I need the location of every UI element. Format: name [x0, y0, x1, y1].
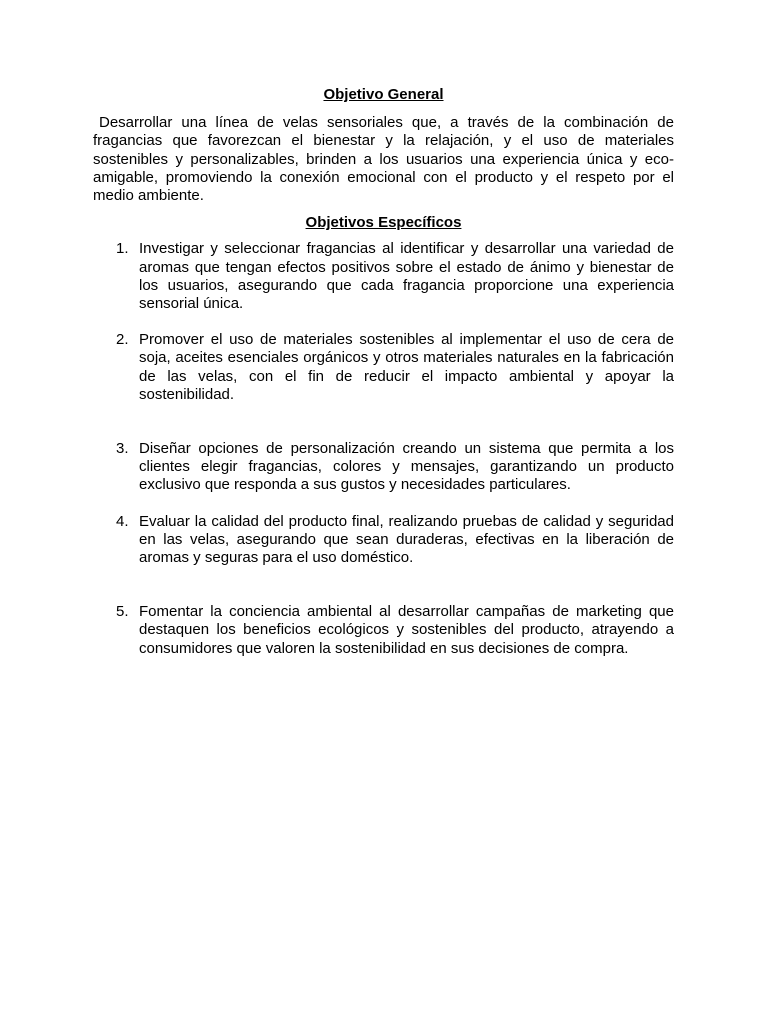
- specific-objectives-title: Objetivos Específicos: [305, 214, 462, 232]
- objective-item-2: [93, 331, 674, 404]
- general-objective-title: Objetivo General: [323, 86, 444, 103]
- objective-number-4: 4.: [116, 512, 129, 530]
- specific-objectives-list: [93, 240, 674, 657]
- objective-text-2: Promover el uso de materiales sostenibles al implementar el uso de cera de soja, aceites esenciales orgánicos y otros materiales naturales en la fabricación de las velas, con el fin de reducir el impacto ambiental y apoyar la sostenibilidad.: [139, 331, 674, 403]
- objective-text-3: Diseñar opciones de personalización creando un sistema que permita a los clientes elegir fragancias, colores y mensajes, garantizando un producto exclusivo que responda a sus gustos y necesidades particulares.: [139, 440, 674, 494]
- objective-text-4: Evaluar la calidad del producto final, realizando pruebas de calidad y seguridad en las velas, asegurando que sean duraderas, efectivas en la liberación de aromas y seguras para el uso doméstico.: [139, 512, 674, 567]
- objective-number-3: 3.: [116, 440, 129, 458]
- document-page: [93, 86, 674, 658]
- objective-number-2: 2.: [116, 331, 129, 349]
- objective-item-3: [93, 440, 674, 495]
- objective-number-5: 5.: [116, 603, 129, 621]
- objective-number-1: 1.: [116, 240, 129, 258]
- objective-item-5: [93, 603, 674, 658]
- objective-item-4: [93, 513, 674, 568]
- objective-text-1: Investigar y seleccionar fragancias al identificar y desarrollar una variedad de aromas que tengan efectos positivos sobre el estado de ánimo y bienestar de los usuarios, asegurando que cada fragancia proporcione una experiencia sensorial única.: [139, 240, 674, 313]
- objective-item-1: [93, 240, 674, 313]
- general-objective-paragraph: Desarrollar una línea de velas sensoriales que, a través de la combinación de fragancias que favorezcan el bienestar y la relajación, y el uso de materiales sostenibles y personalizables, brinden a los usuarios una experiencia única y eco-amigable, promoviendo la conexión emocional con el producto y el respeto por el medio ambiente.: [93, 114, 674, 205]
- objective-text-5: Fomentar la conciencia ambiental al desarrollar campañas de marketing que destaquen los beneficios ecológicos y sostenibles del producto, atrayendo a consumidores que valoren la sostenibilidad en sus decisiones de compra.: [139, 603, 674, 657]
